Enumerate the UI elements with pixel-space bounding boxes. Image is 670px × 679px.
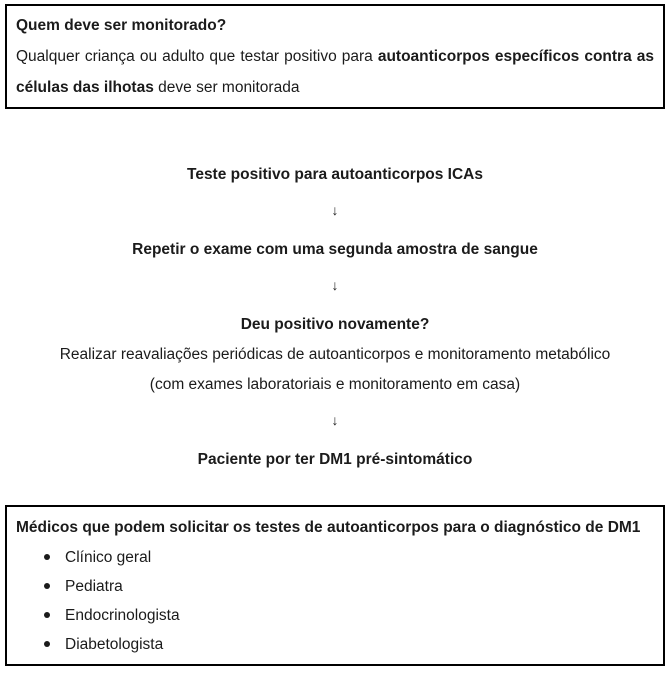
list-item xyxy=(16,543,654,572)
flow-step-presymptomatic-dm1: Paciente por ter DM1 pré-sintomático xyxy=(197,451,473,468)
doctor-label: Endocrinologista xyxy=(65,607,180,624)
down-arrow-icon: ↓ xyxy=(331,412,339,428)
body-text-bold: autoanticorpos específicos contra as células das ilhotas xyxy=(16,48,654,96)
flow-step-repeat-exam: Repetir o exame com uma segunda amostra de sangue xyxy=(132,241,538,258)
flow-step-home-monitoring-line: (com exames laboratoriais e monitoramento em casa) xyxy=(149,376,521,393)
body-text-suffix: deve ser monitorada xyxy=(153,79,300,96)
doctor-label: Diabetologista xyxy=(65,636,164,653)
down-arrow-icon: ↓ xyxy=(331,277,339,293)
down-arrow-icon: ↓ xyxy=(331,202,339,218)
doctor-label: Pediatra xyxy=(65,578,123,595)
flow-step-positive-again-title: Deu positivo novamente? xyxy=(240,316,430,333)
monitoring-flowchart xyxy=(0,160,670,475)
list-item xyxy=(16,601,654,630)
doctors-box-title: Médicos que podem solicitar os testes de autoanticorpos para o diagnóstico de DM1 xyxy=(16,519,641,536)
flow-step-positive-again xyxy=(0,310,670,400)
bullet-icon xyxy=(44,612,50,618)
doctor-label: Clínico geral xyxy=(65,549,152,566)
doctors-list xyxy=(16,543,654,659)
list-item xyxy=(16,630,654,659)
flow-step-reevaluation-line: Realizar reavaliações periódicas de autoanticorpos e monitoramento metabólico xyxy=(59,346,611,363)
flow-step-positive-test: Teste positivo para autoanticorpos ICAs xyxy=(187,166,483,183)
body-text-prefix: Qualquer criança ou adulto que testar positivo para xyxy=(16,48,378,65)
who-to-monitor-box xyxy=(5,4,665,109)
who-to-monitor-title: Quem deve ser monitorado? xyxy=(16,17,227,34)
doctors-box xyxy=(5,505,665,666)
bullet-icon xyxy=(44,583,50,589)
who-to-monitor-body xyxy=(16,41,654,103)
bullet-icon xyxy=(44,554,50,560)
bullet-icon xyxy=(44,641,50,647)
list-item xyxy=(16,572,654,601)
